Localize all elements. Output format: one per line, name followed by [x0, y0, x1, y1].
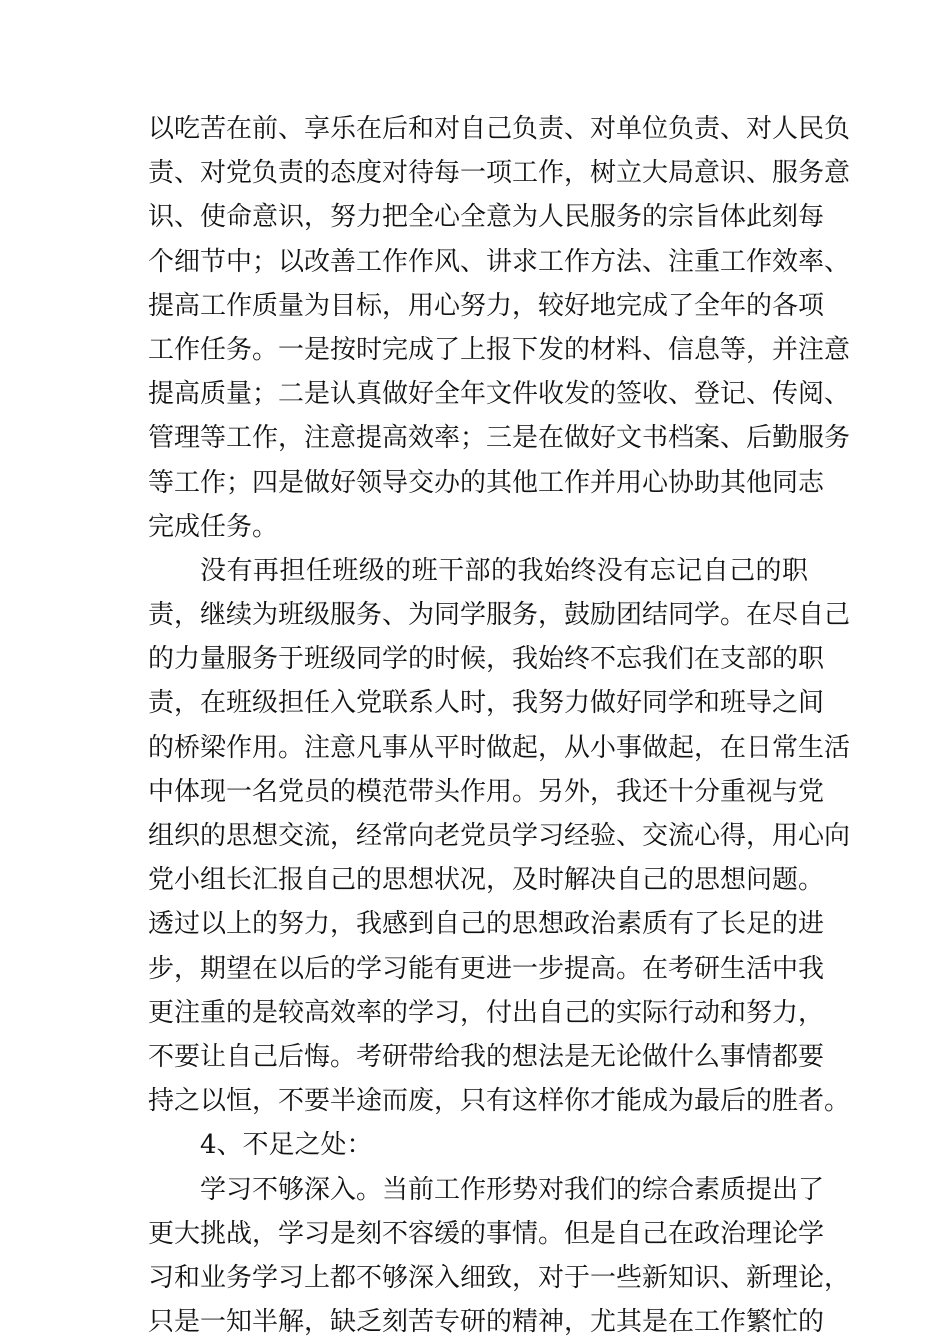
text-line: 习和业务学习上都不够深入细致，对于一些新知识、新理论，	[148, 1262, 851, 1293]
text-line: 没有再担任班级的班干部的我始终没有忘记自己的职	[200, 555, 808, 586]
text-line: 只是一知半解，缺乏刻苦专研的精神，尤其是在工作繁忙的	[148, 1307, 825, 1338]
text-line: 提高工作质量为目标，用心努力，较好地完成了全年的各项	[148, 290, 825, 321]
text-line: 的力量服务于班级同学的时候，我始终不忘我们在支部的职	[148, 644, 825, 675]
text-line: 管理等工作，注意提高效率；三是在做好文书档案、后勤服务	[148, 423, 851, 454]
text-line: 透过以上的努力，我感到自己的思想政治素质有了长足的进	[148, 909, 825, 940]
section-heading: 4、不足之处：	[200, 1130, 373, 1161]
text-line: 以吃苦在前、享乐在后和对自己负责、对单位负责、对人民负	[148, 114, 851, 144]
text-line: 更注重的是较高效率的学习，付出自己的实际行动和努力，	[148, 997, 825, 1028]
text-line: 完成任务。	[148, 511, 279, 542]
text-line: 工作任务。一是按时完成了上报下发的材料、信息等，并注意	[148, 334, 851, 365]
text-line: 组织的思想交流，经常向老党员学习经验、交流心得，用心向	[148, 821, 851, 851]
text-line: 的桥梁作用。注意凡事从平时做起，从小事做起，在日常生活	[148, 732, 851, 763]
text-line: 责、对党负责的态度对待每一项工作，树立大局意识、服务意	[148, 158, 851, 189]
text-line: 党小组长汇报自己的思想状况，及时解决自己的思想问题。	[148, 865, 825, 896]
text-line: 等工作；四是做好领导交办的其他工作并用心协助其他同志	[148, 467, 825, 498]
text-line: 提高质量；二是认真做好全年文件收发的签收、登记、传阅、	[148, 379, 851, 410]
text-line: 责，继续为班级服务、为同学服务，鼓励团结同学。在尽自己	[148, 600, 851, 631]
text-line: 不要让自己后悔。考研带给我的想法是无论做什么事情都要	[148, 1041, 825, 1072]
text-line: 个细节中；以改善工作作风、讲求工作方法、注重工作效率、	[148, 246, 851, 277]
text-line: 学习不够深入。当前工作形势对我们的综合素质提出了	[200, 1174, 825, 1205]
text-line: 持之以恒，不要半途而废，只有这样你才能成为最后的胜者。	[148, 1086, 851, 1117]
text-line: 识、使命意识，努力把全心全意为人民服务的宗旨体此刻每	[148, 202, 825, 233]
text-line: 责，在班级担任入党联系人时，我努力做好同学和班导之间	[148, 688, 825, 719]
body-text	[148, 107, 851, 1344]
text-line: 更大挑战，学习是刻不容缓的事情。但是自己在政治理论学	[148, 1218, 825, 1249]
text-line: 中体现一名党员的模范带头作用。另外，我还十分重视与党	[148, 776, 825, 807]
text-line: 步，期望在以后的学习能有更进一步提高。在考研生活中我	[148, 953, 825, 984]
